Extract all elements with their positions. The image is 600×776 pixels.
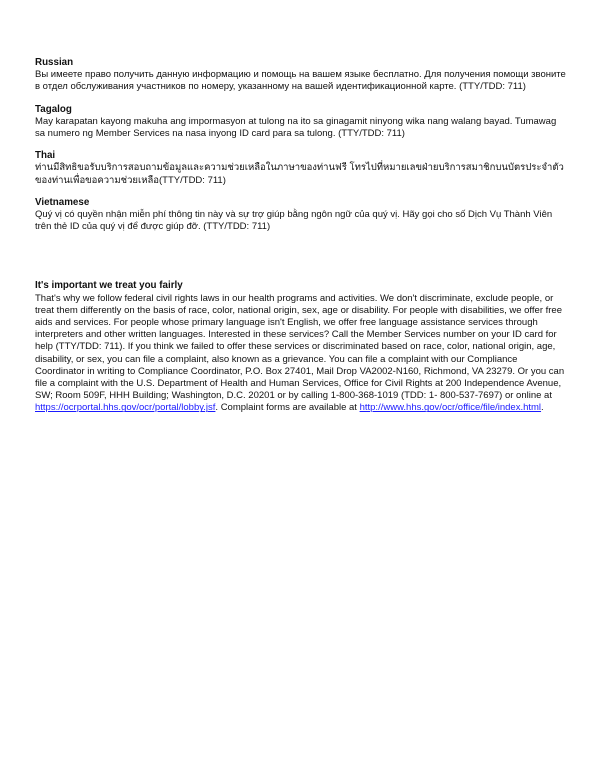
notice-body: That's why we follow federal civil rights laws in our health programs and activities. We don't discriminate, exclude people, or treat them differently on the basis of race, color, national origin, sex, age or disability. For people with disabilities, we offer free aids and services. For people whose primary language isn't English, we offer free language assistance services through interpreters and other written languages. Interested in these services? Call the Member Services number on your ID card for help (TTY/TDD: 711). If you think we failed to offer these services or discriminated based on race, color, national origin, age, disability, or sex, you can file a complaint, also known as a grievance. You can file a complaint with our Compliance Coordinator in writing to Compliance Coordinator, P.O. Box 27401, Mail Drop VA2002-N160, Richmond, VA 23279. Or you can file a complaint with the U.S. Department of Health and Human Services, Office for Civil Rights at 200 Independence Avenue, SW; Room 509F, HHH Building; Washington, D.C. 20201 or by calling 1-800-368-1019 (TDD: 1- 800-537-7697) or online at <box>35 292 565 402</box>
language-text-vietnamese: Quý vị có quyền nhận miễn phí thông tin này và sự trợ giúp bằng ngôn ngữ của quý vị. Hãy gọi cho số Dịch Vụ Thành Viên trên thẻ ID của quý vị để được giúp đỡ. (TTY/TDD: 711) <box>35 209 553 233</box>
language-block-russian <box>35 57 567 94</box>
notice-text <box>35 293 567 415</box>
language-title-vietnamese: Vietnamese <box>35 196 90 208</box>
complaint-forms-link[interactable]: http://www.hhs.gov/ocr/office/file/index.html <box>359 402 542 414</box>
language-text-russian: Вы имеете право получить данную информацию и помощь на вашем языке бесплатно. Для получения помощи звоните в отдел обслуживания участников по номеру, указанному на вашей идентификационной карте. (TTY/TDD: 711) <box>35 69 566 93</box>
language-text-tagalog: May karapatan kayong makuha ang impormasyon at tulong na ito sa ginagamit ninyong wika nang walang bayad. Tumawag sa numero ng Member Services na nasa inyong ID card para sa tulong. (TTY/TDD: 711) <box>35 115 557 140</box>
language-block-tagalog <box>35 104 567 141</box>
language-title-tagalog: Tagalog <box>35 103 72 115</box>
language-block-vietnamese <box>35 197 567 234</box>
language-text-thai: ท่านมีสิทธิขอรับบริการสอบถามข้อมูลและความช่วยเหลือในภาษาของท่านฟรี โทรไปที่หมายเลขฝ่ายบริการสมาชิกบนบัตรประจำตัวของท่านเพื่อขอความช่วยเหลือ(TTY/TDD: 711) <box>35 162 564 186</box>
language-title-russian: Russian <box>35 57 74 68</box>
nondiscrimination-notice <box>35 280 567 414</box>
notice-end-period: . <box>541 402 544 414</box>
language-title-thai: Thai <box>35 150 56 162</box>
document-content <box>35 57 567 415</box>
language-block-thai <box>35 150 567 187</box>
notice-title: It's important we treat you fairly <box>35 280 183 292</box>
ocr-portal-link[interactable]: https://ocrportal.hhs.gov/ocr/portal/lobby.jsf <box>35 402 216 414</box>
notice-link-connector: . Complaint forms are available at <box>215 402 360 414</box>
